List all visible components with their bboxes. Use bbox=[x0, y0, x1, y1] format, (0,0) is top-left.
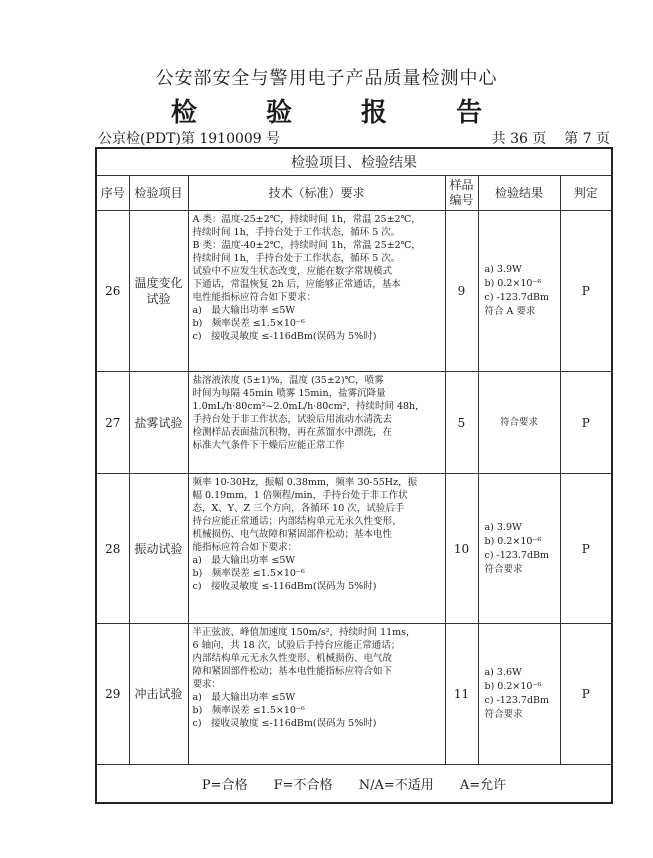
table-caption: 检验项目、检验结果 bbox=[96, 148, 612, 176]
req-line: 频率 10-30Hz，振幅 0.38mm，频率 30-55Hz，振 bbox=[192, 477, 418, 488]
req-line: a) 最大输出功率 ≤5W bbox=[192, 692, 296, 703]
header-organization: 公安部安全与警用电子产品质量检测中心 bbox=[155, 68, 498, 89]
row-number: 26 bbox=[96, 211, 129, 372]
row-result bbox=[478, 624, 560, 765]
req-line: 半正弦波、峰值加速度 150m/s²，持续时间 11ms， bbox=[192, 627, 416, 638]
table-row bbox=[96, 372, 612, 474]
req-line: 时间为每隔 45min 喷雾 15min，盐雾沉降量 bbox=[192, 388, 386, 399]
row-result bbox=[478, 474, 560, 624]
req-line: c) 接收灵敏度 ≤-116dBm(误码为 5%时) bbox=[192, 331, 377, 342]
result-line: b) 0.2×10⁻⁶ bbox=[484, 278, 542, 289]
legend-pass: P=合格 bbox=[201, 778, 248, 793]
req-line: c) 接收灵敏度 ≤-116dBm(误码为 5%时) bbox=[192, 718, 377, 729]
req-line: A 类：温度-25±2℃，持续时间 1h，常温 25±2℃， bbox=[192, 214, 421, 225]
report-title: 检 验 报 告 bbox=[170, 98, 513, 128]
row-item bbox=[129, 211, 188, 372]
req-line: a) 最大输出功率 ≤5W bbox=[192, 555, 296, 566]
row-item bbox=[129, 372, 188, 474]
row-result bbox=[478, 211, 560, 372]
table-row bbox=[96, 474, 612, 624]
req-line: 幅 0.19mm，1 倍频程/min，手持台处于非工作状 bbox=[192, 490, 408, 501]
row-sample-number: 5 bbox=[445, 372, 478, 474]
row-sample-number: 9 bbox=[445, 211, 478, 372]
col-header-result: 检验结果 bbox=[478, 176, 560, 211]
row-requirement bbox=[188, 211, 445, 372]
req-line: 手持台处于非工作状态，试验后用流动水清洗去 bbox=[192, 414, 393, 425]
req-line: 持台应能正常通话；内部结构单元无永久性变形、 bbox=[192, 516, 402, 527]
result-line: a) 3.9W bbox=[484, 521, 522, 533]
row-item bbox=[129, 474, 188, 624]
req-line: 检测样品表面盐沉积物，再在蒸馏水中漂洗，在 bbox=[192, 427, 393, 438]
result-line: c) -123.7dBm bbox=[484, 292, 550, 303]
req-line: c) 接收灵敏度 ≤-116dBm(误码为 5%时) bbox=[192, 581, 377, 592]
result-line: c) -123.7dBm bbox=[484, 549, 550, 561]
col-header-sample-line2: 编号 bbox=[449, 193, 474, 207]
col-header-sample-line1: 样品 bbox=[449, 178, 474, 192]
result-line: 符合要求 bbox=[499, 416, 538, 428]
row-item-line1: 温度变化 bbox=[134, 276, 183, 290]
req-line: 电性能指标应符合如下要求： bbox=[192, 292, 317, 303]
row-item-line1: 冲击试验 bbox=[134, 687, 183, 701]
result-line: a) 3.6W bbox=[484, 667, 522, 678]
row-requirement bbox=[188, 474, 445, 624]
table-row bbox=[96, 211, 612, 372]
result-line: 符合要求 bbox=[484, 709, 523, 720]
row-verdict: P bbox=[560, 211, 612, 372]
col-header-requirement: 技术（标准）要求 bbox=[188, 176, 445, 211]
row-sample-number: 11 bbox=[445, 624, 478, 765]
row-item-line2: 试验 bbox=[146, 292, 171, 306]
row-result bbox=[478, 372, 560, 474]
req-line: 下通话，常温恢复 2h 后，应能够正常通话，基本 bbox=[192, 279, 401, 290]
req-line: 盐溶液浓度 (5±1)%，温度 (35±2)℃，喷雾 bbox=[192, 375, 384, 386]
row-item-line1: 振动试验 bbox=[134, 541, 183, 556]
req-line: b) 频率误差 ≤1.5×10⁻⁶ bbox=[192, 705, 305, 716]
req-line: 标准大气条件下干燥后应能正常工作 bbox=[192, 440, 345, 451]
req-line: 要求： bbox=[192, 679, 222, 690]
inspection-table bbox=[95, 147, 613, 804]
req-line: B 类：温度-40±2℃，持续时间 1h，常温 25±2℃， bbox=[192, 240, 421, 251]
verdict-legend bbox=[96, 765, 612, 804]
legend-fail: F=不合格 bbox=[273, 778, 333, 793]
result-line: b) 0.2×10⁻⁶ bbox=[484, 535, 542, 547]
row-sample-number: 10 bbox=[445, 474, 478, 624]
table-row bbox=[96, 624, 612, 765]
req-line: 态，X、Y、Z 三个方向，各循环 10 次，试验后手 bbox=[192, 503, 405, 514]
req-line: 持续时间 1h，手持台处于工作状态，循环 5 次。 bbox=[192, 227, 401, 238]
col-header-item: 检验项目 bbox=[129, 176, 188, 211]
result-line: a) 3.9W bbox=[484, 264, 522, 275]
row-item bbox=[129, 624, 188, 765]
legend-allowed: A=允许 bbox=[459, 778, 507, 793]
req-line: b) 频率误差 ≤1.5×10⁻⁶ bbox=[192, 318, 305, 329]
col-header-verdict: 判定 bbox=[560, 176, 612, 211]
result-line: c) -123.7dBm bbox=[484, 695, 550, 706]
result-line: b) 0.2×10⁻⁶ bbox=[484, 681, 542, 692]
req-line: 1.0mL/h·80cm²~2.0mL/h·80cm²，持续时间 48h， bbox=[192, 401, 425, 412]
row-item-line1: 盐雾试验 bbox=[134, 415, 183, 430]
req-line: 能指标应符合如下要求： bbox=[192, 542, 298, 553]
col-header-sample bbox=[445, 176, 478, 211]
row-requirement bbox=[188, 372, 445, 474]
req-line: 障和紧固部件松动；基本电性能指标应符合如下 bbox=[192, 666, 393, 677]
row-verdict: P bbox=[560, 372, 612, 474]
req-line: 6 轴向，共 18 次，试验后手持台应能正常通话； bbox=[192, 640, 401, 651]
result-line: 符合要求 bbox=[484, 563, 523, 575]
report-number: 公京检(PDT)第 1910009 号 bbox=[98, 131, 281, 147]
req-line: 持续时间 1h，手持台处于工作状态，循环 5 次。 bbox=[192, 253, 401, 264]
req-line: b) 频率误差 ≤1.5×10⁻⁶ bbox=[192, 568, 305, 579]
row-number: 29 bbox=[96, 624, 129, 765]
row-number: 28 bbox=[96, 474, 129, 624]
req-line: 内部结构单元无永久性变形、机械损伤、电气故 bbox=[192, 653, 393, 664]
legend-not-applicable: N/A=不适用 bbox=[358, 778, 434, 793]
row-verdict: P bbox=[560, 624, 612, 765]
page-info: 共 36 页 第 7 页 bbox=[491, 131, 610, 147]
req-line: a) 最大输出功率 ≤5W bbox=[192, 305, 296, 316]
req-line: 机械损伤、电气故障和紧固部件松动；基本电性 bbox=[192, 529, 393, 540]
row-verdict: P bbox=[560, 474, 612, 624]
req-line: 试验中不应发生状态改变，应能在数字常规模式 bbox=[192, 266, 393, 277]
column-header-row bbox=[96, 176, 612, 211]
row-requirement bbox=[188, 624, 445, 765]
col-header-no: 序号 bbox=[96, 176, 129, 211]
result-line: 符合 A 要求 bbox=[484, 306, 536, 317]
row-number: 27 bbox=[96, 372, 129, 474]
